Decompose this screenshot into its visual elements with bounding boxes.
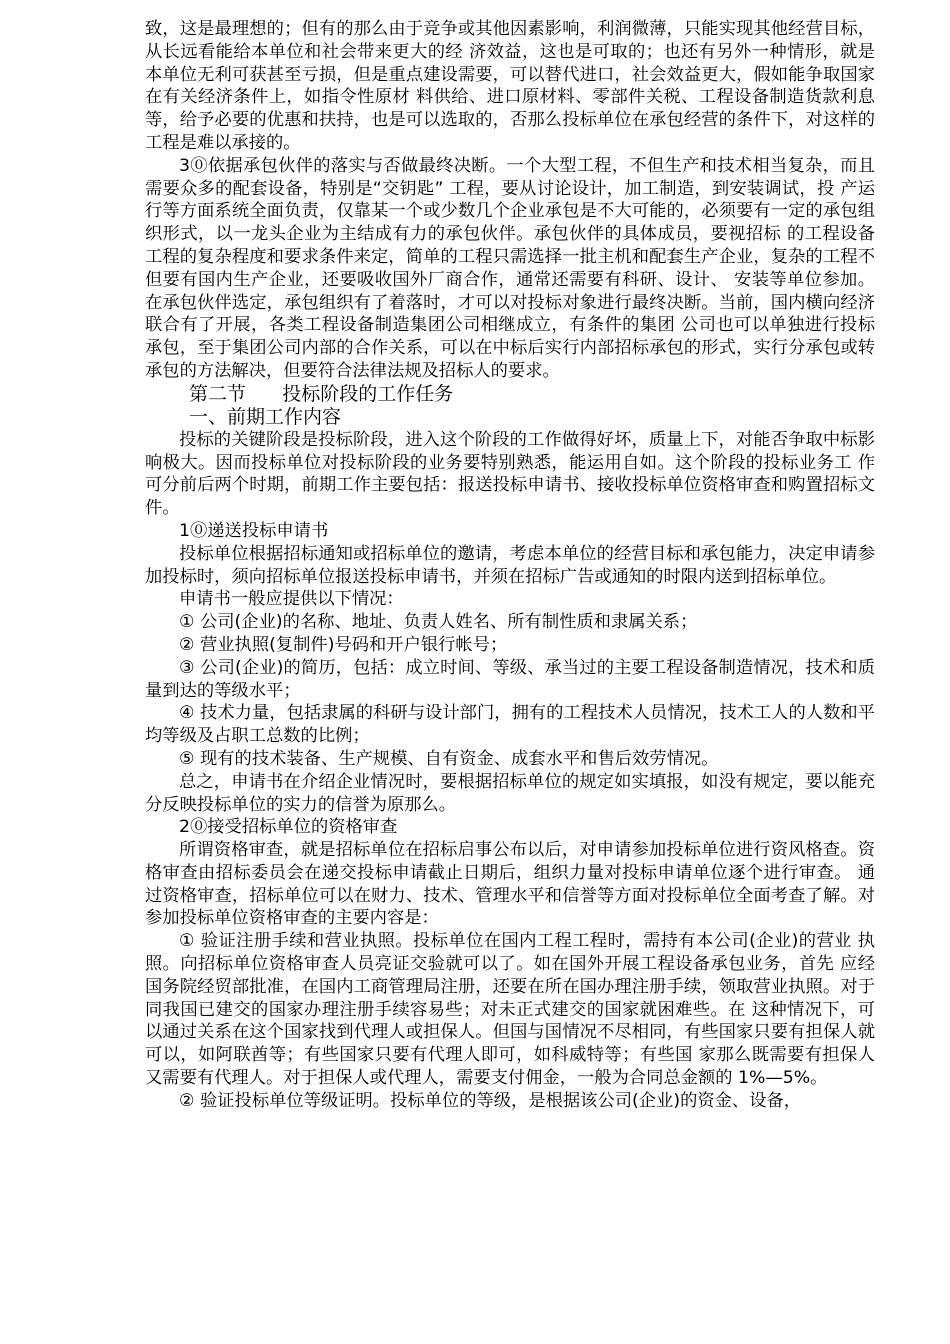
body-paragraph: 投标的关键阶段是投标阶段，进入这个阶段的工作做得好坏，质量上下，对能否争取中标影响极大。因而投标单位对投标阶段的业务要特别熟悉，能运用自如。这个阶段的投标业务工 作可分前后两个时期，前期工作主要包括：报送投标申请书、接收投标单位资格审查和购置招标文件。 [145, 429, 875, 519]
list-item: ⑤ 现有的技术装备、生产规模、自有资金、成套水平和售后效劳情况。 [179, 748, 719, 769]
list-item: ③ 公司(企业)的简历，包括：成立时间、等级、承当过的主要工程设备制造情况，技术和质量到达的等级水平； [145, 657, 875, 701]
body-paragraph: 投标单位根据招标通知或招标单位的邀请，考虑本单位的经营目标和承包能力，决定申请参加投标时，须向招标单位报送投标申请书，并须在招标广告或通知的时限内送到招标单位。 [145, 543, 875, 587]
list-item: ② 验证投标单位等级证明。投标单位的等级，是根据该公司(企业)的资金、设备， [179, 1090, 802, 1111]
body-paragraph: 申请书一般应提供以下情况： [179, 589, 404, 610]
body-paragraph: 总之，申请书在介绍企业情况时，要根据招标单位的规定如实填报，如没有规定，要以能充分反映投标单位的实力的信誉为原那么。 [145, 771, 875, 815]
list-item: ① 公司(企业)的名称、地址、负责人姓名、所有制性质和隶属关系； [179, 612, 698, 633]
list-item: ② 营业执照(复制件)号码和开户银行帐号； [179, 634, 508, 655]
subsection-heading: 一、前期工作内容 [189, 405, 342, 428]
document-page [145, 18, 875, 1113]
item-heading: 1⓪递送投标申请书 [179, 520, 329, 541]
item-heading: 2⓪接受招标单位的资格审查 [179, 817, 398, 838]
body-paragraph: 3⓪依据承包伙伴的落实与否做最终决断。一个大型工程，不但生产和技术相当复杂，而且需要众多的配套设备，特别是“交钥匙” 工程，要从讨论设计，加工制造，到安装调试，投 产运行等方面系统全面负责，仅靠某一个或少数几个企业承包是不大可能的，必须要有一定的承包组织形式，以一龙头企业为主结成有力的承包伙伴。承包伙伴的具体成员，要视招标 的工程设备工程的复杂程度和要求条件来定，简单的工程只需选择一批主机和配套生产企业，复杂的工程不但要有国内生产企业，还要吸收国外厂商合作，通常还需要有科研、设计、 安装等单位参加。在承包伙伴选定，承包组织有了着落时，才可以对投标对象进行最终决断。当前，国内横向经济联合有了开展，各类工程设备制造集团公司相继成立，有条件的集团 公司也可以单独进行投标承包，至于集团公司内部的合作关系，可以在中标后实行内部招标承包的形式，实行分承包或转承包的方法解决，但要符合法律法规及招标人的要求。 [145, 155, 875, 381]
list-item: ① 验证注册手续和营业执照。投标单位在国内工程工程时，需持有本公司(企业)的营业 执照。向招标单位资格审查人员亮证交验就可以了。如在国外开展工程设备承包业务，首先 应经国务院经贸部批准，在国内工商管理局注册，还要在所在国办理注册手续，领取营业执照。对于同我国已建交的国家办理注册手续容易些；对未正式建交的国家就困难些。在 这种情况下，可以通过关系在这个国家找到代理人或担保人。但国与国情况不尽相同，有些国家只要有担保人就可以，如阿联酋等；有些国家只要有代理人即可，如科威特等；有些国 家那么既需要有担保人又需要有代理人。对于担保人或代理人，需要支付佣金，一般为合同总金额的 1%—5%。 [145, 931, 875, 1089]
body-paragraph: 所谓资格审查，就是招标单位在招标启事公布以后，对申请参加投标单位进行资风格查。资格审查由招标委员会在递交投标申请截止日期后，组织力量对投标申请单位逐个进行审查。 通过资格审查，招标单位可以在财力、技术、管理水平和信誉等方面对投标单位全面考查了解。对参加投标单位资格审查的主要内容是： [145, 840, 875, 929]
list-item: ④ 技术力量，包括隶属的科研与设计部门，拥有的工程技术人员情况，技术工人的人数和平均等级及占职工总数的比例； [145, 703, 875, 747]
section-heading: 第二节 投标阶段的工作任务 [189, 382, 454, 405]
body-paragraph: 致，这是最理想的；但有的那么由于竞争或其他因素影响，利润微薄，只能实现其他经营目标，从长远看能给本单位和社会带来更大的经 济效益，这也是可取的；也还有另外一种情形，就是本单位无利可获甚至亏损，但是重点建设需要，可以替代进口，社会效益更大，假如能争取国家在有关经济条件上，如指令性原材 料供给、进口原材料、零部件关税、工程设备制造货款利息等，给予必要的优惠和扶持，也是可以选取的，否那么投标单位在承包经营的条件下，对这样的工程是难以承接的。 [145, 19, 875, 153]
